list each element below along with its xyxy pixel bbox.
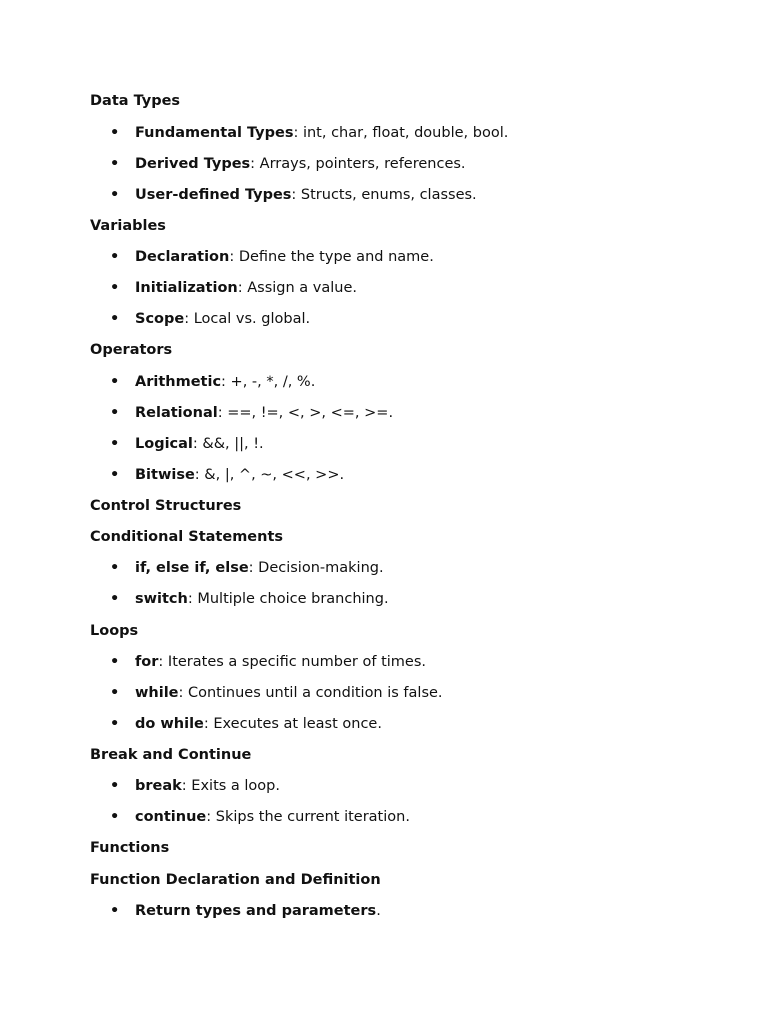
item-term: Scope: [135, 311, 185, 327]
list-item: [110, 590, 389, 608]
bullet-icon: •: [110, 311, 120, 327]
bullet-icon: •: [110, 467, 120, 483]
item-term: Arithmetic: [135, 374, 222, 390]
section-heading: Function Declaration and Definition: [90, 872, 381, 888]
item-term: Logical: [135, 436, 193, 452]
section-heading: Control Structures: [90, 498, 242, 514]
item-term: continue: [135, 809, 207, 825]
list-item: [110, 155, 466, 173]
list-item: [110, 715, 382, 733]
list-item: [110, 808, 410, 826]
bullet-icon: •: [110, 809, 120, 825]
item-text: : Define the type and name.: [229, 249, 434, 265]
list-item: [110, 186, 477, 204]
section-heading: Break and Continue: [90, 747, 252, 763]
item-text: : Decision-making.: [248, 560, 384, 576]
item-text: : Multiple choice branching.: [187, 591, 389, 607]
list-item: [110, 684, 443, 702]
item-text: .: [376, 903, 381, 919]
item-term: for: [135, 654, 159, 670]
list-item: [110, 559, 384, 577]
bullet-icon: •: [110, 374, 120, 390]
list-item: [110, 310, 310, 328]
item-text: : +, -, *, /, %.: [221, 374, 316, 390]
item-term: Initialization: [135, 280, 238, 296]
bullet-icon: •: [110, 778, 120, 794]
bullet-icon: •: [110, 405, 120, 421]
item-text: : Assign a value.: [237, 280, 357, 296]
bullet-icon: •: [110, 654, 120, 670]
list-item: [110, 902, 381, 920]
bullet-icon: •: [110, 156, 120, 172]
item-text: : ==, !=, <, >, <=, >=.: [217, 405, 394, 421]
bullet-icon: •: [110, 716, 120, 732]
section-heading: Operators: [90, 342, 173, 358]
bullet-icon: •: [110, 436, 120, 452]
list-item: [110, 653, 426, 671]
item-text: : Local vs. global.: [184, 311, 311, 327]
bullet-icon: •: [110, 249, 120, 265]
bullet-icon: •: [110, 591, 120, 607]
section-heading: Loops: [90, 623, 139, 639]
list-item: [110, 466, 344, 484]
item-term: User-defined Types: [135, 187, 292, 203]
list-item: [110, 248, 434, 266]
list-item: [110, 124, 508, 142]
list-item: [110, 404, 393, 422]
item-text: : int, char, float, double, bool.: [293, 125, 509, 141]
list-item: [110, 279, 357, 297]
list-item: [110, 373, 315, 391]
bullet-icon: •: [110, 187, 120, 203]
section-heading: Conditional Statements: [90, 529, 284, 545]
item-term: Bitwise: [135, 467, 195, 483]
item-term: Relational: [135, 405, 218, 421]
bullet-icon: •: [110, 280, 120, 296]
item-text: : Executes at least once.: [203, 716, 382, 732]
item-term: switch: [135, 591, 188, 607]
item-term: Fundamental Types: [135, 125, 294, 141]
item-term: Derived Types: [135, 156, 251, 172]
bullet-icon: •: [110, 560, 120, 576]
list-item: [110, 435, 264, 453]
item-term: while: [135, 685, 179, 701]
section-heading: Data Types: [90, 93, 181, 109]
item-text: : Skips the current iteration.: [206, 809, 410, 825]
item-text: : Continues until a condition is false.: [178, 685, 443, 701]
item-term: Declaration: [135, 249, 230, 265]
bullet-icon: •: [110, 903, 120, 919]
item-term: break: [135, 778, 182, 794]
item-term: do while: [135, 716, 204, 732]
item-text: : Exits a loop.: [181, 778, 280, 794]
item-text: : &, |, ^, ~, <<, >>.: [194, 467, 345, 483]
item-text: : Arrays, pointers, references.: [250, 156, 466, 172]
bullet-icon: •: [110, 685, 120, 701]
section-heading: Functions: [90, 840, 170, 856]
item-text: : Iterates a specific number of times.: [158, 654, 427, 670]
item-term: Return types and parameters: [135, 903, 377, 919]
item-text: : &&, ||, !.: [192, 436, 264, 452]
item-term: if, else if, else: [135, 560, 249, 576]
item-text: : Structs, enums, classes.: [291, 187, 477, 203]
section-heading: Variables: [90, 218, 166, 234]
list-item: [110, 777, 280, 795]
bullet-icon: •: [110, 125, 120, 141]
